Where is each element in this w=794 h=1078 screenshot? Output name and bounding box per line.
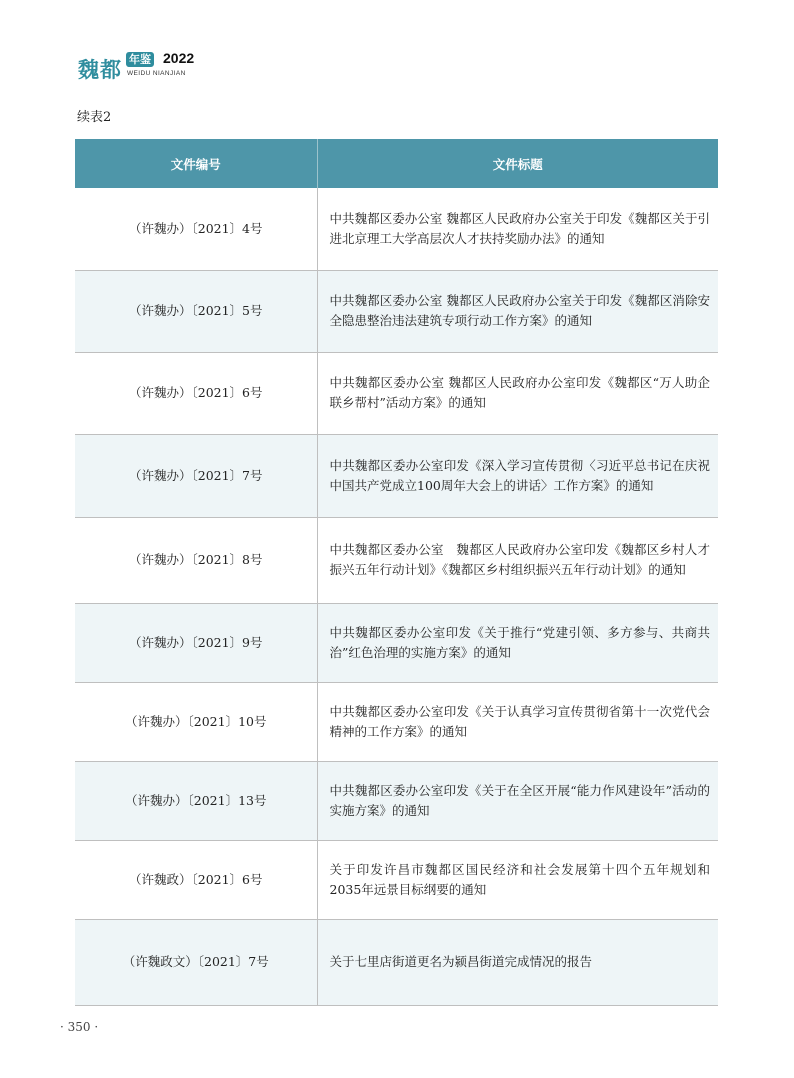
- table-row: [75, 603, 718, 682]
- column-header-number: 文件编号: [75, 139, 317, 188]
- file-number-cell: （许魏办）〔2021〕6号: [75, 352, 317, 434]
- table-row: [75, 352, 718, 434]
- file-number-cell: （许魏办）〔2021〕5号: [75, 270, 317, 352]
- file-title-cell: 中共魏都区委办公室 魏都区人民政府办公室关于印发《魏都区消除安全隐患整治违法建筑专项行动工作方案》的通知: [317, 270, 718, 352]
- file-title-cell: 关于七里店街道更名为颍昌街道完成情况的报告: [317, 919, 718, 1005]
- column-header-title: 文件标题: [317, 139, 718, 188]
- table-header-row: [75, 139, 718, 188]
- file-number-cell: （许魏政文）〔2021〕7号: [75, 919, 317, 1005]
- table-row: [75, 188, 718, 270]
- document-table: [75, 139, 718, 1006]
- page-number: · 350 ·: [60, 1020, 99, 1034]
- table-row: [75, 919, 718, 1005]
- file-number-cell: （许魏政）〔2021〕6号: [75, 840, 317, 919]
- table-continued-label: 续表2: [77, 110, 112, 125]
- file-title-cell: 中共魏都区委办公室印发《关于认真学习宣传贯彻省第十一次党代会精神的工作方案》的通知: [317, 682, 718, 761]
- file-title-cell: 中共魏都区委办公室印发《关于推行“党建引领、多方参与、共商共治”红色治理的实施方案》的通知: [317, 603, 718, 682]
- logo-year: 2022: [163, 50, 195, 66]
- file-number-cell: （许魏办）〔2021〕13号: [75, 761, 317, 840]
- file-number-cell: （许魏办）〔2021〕9号: [75, 603, 317, 682]
- table-row: [75, 682, 718, 761]
- table-row: [75, 434, 718, 517]
- file-number-cell: （许魏办）〔2021〕8号: [75, 517, 317, 603]
- table-row: [75, 761, 718, 840]
- logo-subtitle: WEIDU NIANJIAN: [127, 70, 186, 77]
- logo-badge: 年鉴: [126, 52, 154, 67]
- logo-title: 魏都: [78, 58, 122, 82]
- file-title-cell: 关于印发许昌市魏都区国民经济和社会发展第十四个五年规划和2035年远景目标纲要的通知: [317, 840, 718, 919]
- table-row: [75, 517, 718, 603]
- file-title-cell: 中共魏都区委办公室 魏都区人民政府办公室印发《魏都区乡村人才振兴五年行动计划》《魏都区乡村组织振兴五年行动计划》的通知: [317, 517, 718, 603]
- file-title-cell: 中共魏都区委办公室印发《关于在全区开展“能力作风建设年”活动的实施方案》的通知: [317, 761, 718, 840]
- file-number-cell: （许魏办）〔2021〕7号: [75, 434, 317, 517]
- file-number-cell: （许魏办）〔2021〕4号: [75, 188, 317, 270]
- file-title-cell: 中共魏都区委办公室 魏都区人民政府办公室关于印发《魏都区关于引进北京理工大学高层次人才扶持奖励办法》的通知: [317, 188, 718, 270]
- file-number-cell: （许魏办）〔2021〕10号: [75, 682, 317, 761]
- file-title-cell: 中共魏都区委办公室 魏都区人民政府办公室印发《魏都区“万人助企联乡帮村”活动方案》的通知: [317, 352, 718, 434]
- table-row: [75, 840, 718, 919]
- table-row: [75, 270, 718, 352]
- file-title-cell: 中共魏都区委办公室印发《深入学习宣传贯彻〈习近平总书记在庆祝中国共产党成立100周年大会上的讲话〉工作方案》的通知: [317, 434, 718, 517]
